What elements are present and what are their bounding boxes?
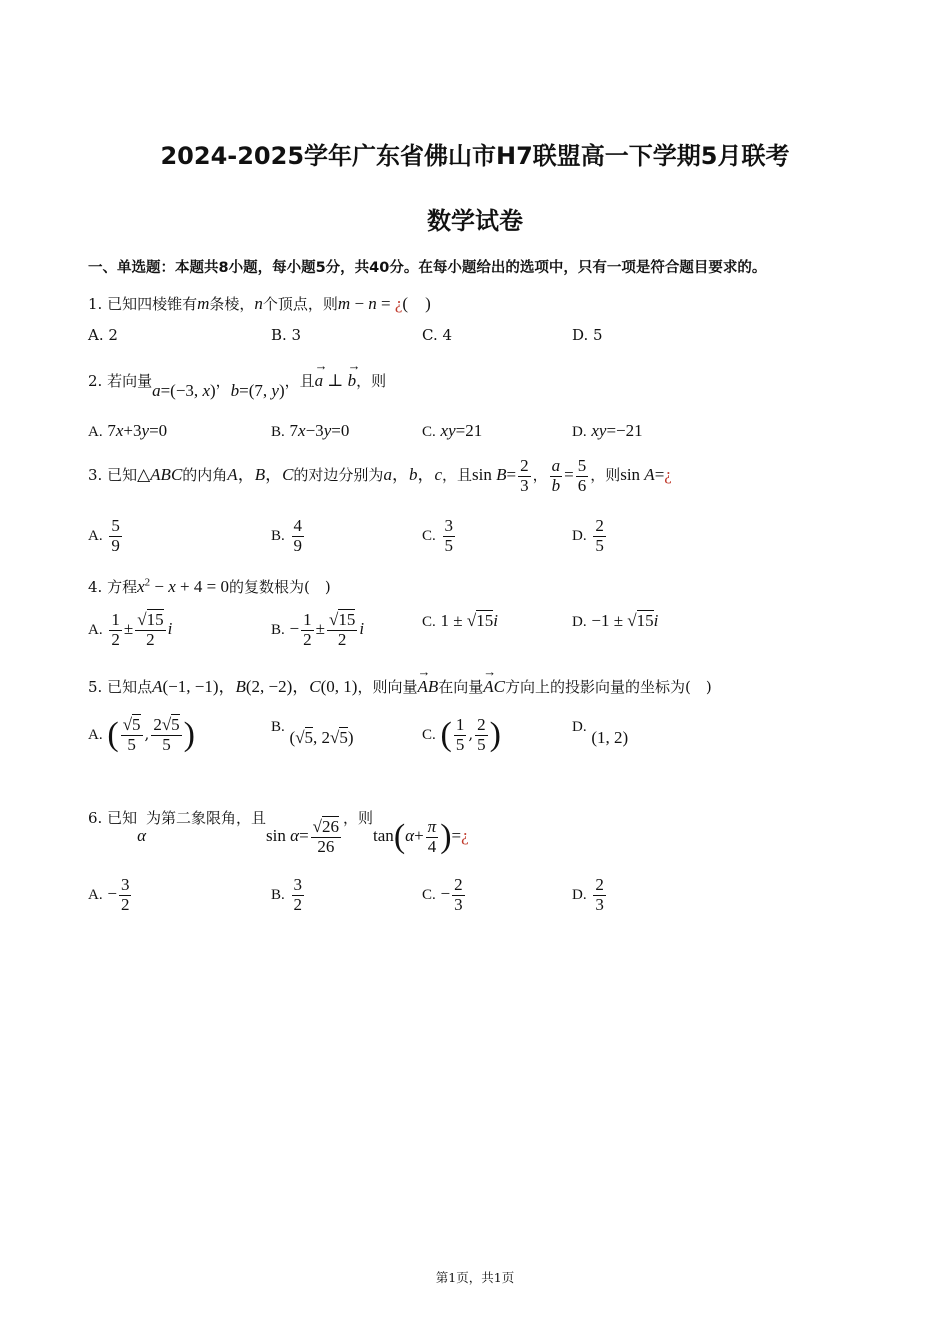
page-footer: 第1页，共1页 — [435, 1270, 515, 1285]
question-2: 2. 若向量a=(−3, x)，b=(7, y)，且→ a ⊥ → b，则 — [88, 370, 386, 391]
question-1-options — [88, 326, 888, 376]
option-a[interactable]: A. $\frac{1}{2}$ ± $\frac{√15}{2}$ i — [88, 610, 173, 649]
option-c[interactable]: C. $\frac{3}{5}$ — [422, 516, 454, 555]
option-b[interactable]: B. 3 — [271, 326, 302, 344]
question-5-options — [88, 716, 888, 766]
question-3-options — [88, 517, 888, 567]
question-1: 1. 已知四棱锥有m条棱，n个顶点，则m − n = ¿( ) — [88, 294, 431, 313]
option-a[interactable]: A. ( $\frac{√5}{5}$ , $\frac{2√5}{5}$ ) — [88, 715, 195, 754]
question-6-options — [88, 876, 888, 926]
question-4: 4. 方程$x^2 - x + 4 = 0$的复数根为( ) — [88, 576, 331, 596]
option-c[interactable]: C. 1 ± √15i — [422, 611, 498, 630]
question-4-options — [88, 611, 888, 661]
option-b[interactable]: B. (√5, 2√5) — [271, 719, 354, 747]
option-d[interactable]: D. $\frac{2}{5}$ — [572, 516, 604, 555]
question-3: 3. 已知△ABC的内角A，B，C的对边分别为a，b，c，且sin B= $\frac{2}{3}$ ， $\frac{a}{b}$ = $\frac{5}{6}$ ，则sin A=¿ — [88, 456, 672, 495]
exam-title: 2024-2025学年广东省佛山市H7联盟高一下学期5月联考 — [160, 142, 790, 170]
option-b[interactable]: B. − $\frac{1}{2}$ ± $\frac{√15}{2}$ i — [271, 610, 365, 649]
option-a[interactable]: A. − $\frac{3}{2}$ — [88, 875, 130, 914]
section-header: 一、单选题：本题共8小题，每小题5分，共40分。在每小题给出的选项中，只有一项是符合题目要求的。 — [88, 260, 767, 276]
exam-subtitle: 数学试卷 — [427, 207, 523, 235]
option-d[interactable]: D. xy=−21 — [572, 421, 643, 440]
option-b[interactable]: B. 7x−3y=0 — [271, 421, 350, 440]
option-a[interactable]: A. 2 — [88, 326, 118, 344]
question-5: 5. 已知点A(−1, −1)，B(2, −2)，C(0, 1)，则向量→ AB在向量→ AC方向上的投影向量的坐标为( ) — [88, 672, 712, 697]
option-b[interactable]: B. $\frac{4}{9}$ — [271, 516, 303, 555]
option-b[interactable]: B. $\frac{3}{2}$ — [271, 875, 303, 914]
question-6: 6. 已知α为第二象限角，且sin α= $\frac{√26}{26}$ ，则tan(α+ $\frac{\pi}{4}$ )=¿ — [88, 809, 469, 856]
option-d[interactable]: D. (1, 2) — [572, 719, 629, 747]
option-d[interactable]: D. $\frac{2}{3}$ — [572, 875, 604, 914]
option-c[interactable]: C. 4 — [422, 326, 453, 344]
option-a[interactable]: A. $\frac{5}{9}$ — [88, 516, 120, 555]
option-d[interactable]: D. 5 — [572, 326, 603, 344]
option-c[interactable]: C. ( $\frac{1}{5}$ , $\frac{2}{5}$ ) — [422, 715, 501, 754]
option-c[interactable]: C. xy=21 — [422, 421, 483, 440]
option-c[interactable]: C. − $\frac{2}{3}$ — [422, 875, 463, 914]
option-a[interactable]: A. 7x+3y=0 — [88, 421, 168, 440]
option-d[interactable]: D. −1 ± √15i — [572, 611, 659, 630]
